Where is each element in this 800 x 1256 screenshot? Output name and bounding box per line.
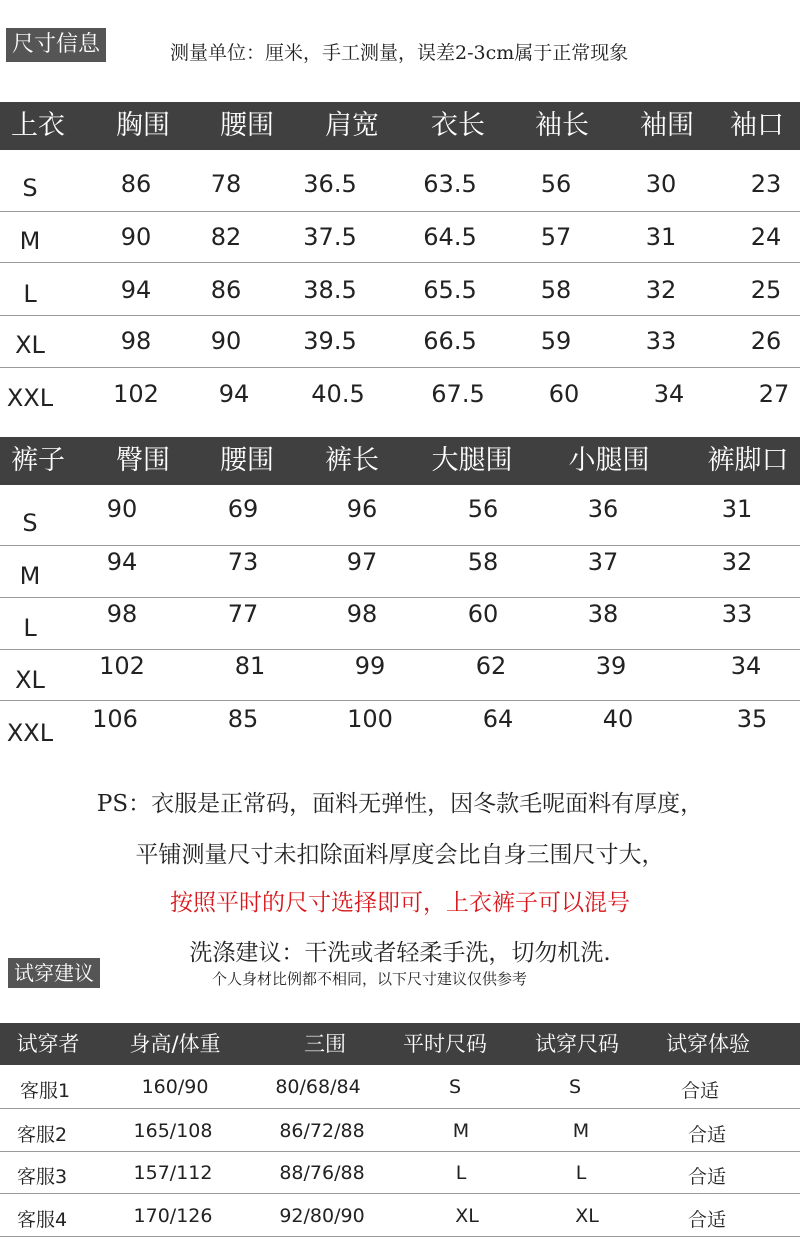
table-cell: 86/72/88 bbox=[279, 1120, 365, 1142]
table-cell: 94 bbox=[106, 548, 138, 576]
table-cell: 65.5 bbox=[423, 276, 477, 304]
table-cell: 73 bbox=[227, 548, 259, 576]
table-cell: 38.5 bbox=[303, 276, 357, 304]
table-cell: 30 bbox=[645, 170, 677, 198]
ps-line-washing: 洗涤建议：干洗或者轻柔手洗，切勿机洗. bbox=[189, 940, 611, 966]
table-cell: 客服2 bbox=[16, 1124, 68, 1146]
table-cell: 98 bbox=[120, 327, 152, 355]
table-cell: 38 bbox=[587, 600, 619, 628]
tops-header-cell: 肩宽 bbox=[325, 110, 379, 141]
table-cell: 26 bbox=[750, 327, 782, 355]
table-cell: 34 bbox=[730, 652, 762, 680]
table-cell: 32 bbox=[645, 276, 677, 304]
table-cell: 37 bbox=[587, 548, 619, 576]
size-label: XXL bbox=[6, 719, 54, 747]
tryon-header-cell: 平时尺码 bbox=[403, 1032, 487, 1056]
ps-line-measure: 平铺测量尺寸未扣除面料厚度会比自身三围尺寸大， bbox=[135, 842, 665, 868]
table-cell: 69 bbox=[227, 495, 259, 523]
table-cell: 81 bbox=[234, 652, 266, 680]
table-cell: 36.5 bbox=[303, 170, 357, 198]
table-cell: 85 bbox=[227, 705, 259, 733]
table-cell: 23 bbox=[750, 170, 782, 198]
table-cell: 86 bbox=[120, 170, 152, 198]
table-cell: 102 bbox=[113, 380, 159, 408]
table-cell: 62 bbox=[475, 652, 507, 680]
row-divider bbox=[0, 367, 800, 368]
table-cell: 80/68/84 bbox=[275, 1076, 361, 1098]
table-cell: 合适 bbox=[687, 1166, 727, 1188]
table-cell: 98 bbox=[346, 600, 378, 628]
tops-header-cell: 袖长 bbox=[535, 110, 589, 141]
table-cell: 31 bbox=[721, 495, 753, 523]
table-cell: 60 bbox=[467, 600, 499, 628]
table-cell: 60 bbox=[548, 380, 580, 408]
tops-header-cell: 腰围 bbox=[220, 110, 274, 141]
row-divider bbox=[0, 262, 800, 263]
ps-line-fabric: PS：衣服是正常码，面料无弹性，因冬款毛呢面料有厚度， bbox=[96, 791, 704, 817]
pants-header-cell: 裤脚口 bbox=[707, 445, 789, 476]
table-cell: 合适 bbox=[680, 1080, 720, 1102]
table-cell: 客服3 bbox=[16, 1166, 68, 1188]
table-cell: L bbox=[575, 1162, 587, 1184]
table-cell: L bbox=[455, 1162, 467, 1184]
table-cell: 100 bbox=[347, 705, 393, 733]
size-label: XXL bbox=[6, 384, 54, 412]
tryon-header-cell: 试穿者 bbox=[16, 1032, 80, 1056]
table-cell: 99 bbox=[354, 652, 386, 680]
table-cell: 58 bbox=[467, 548, 499, 576]
size-label: XL bbox=[15, 666, 45, 694]
size-label: L bbox=[23, 614, 37, 642]
table-cell: 56 bbox=[540, 170, 572, 198]
table-cell: 157/112 bbox=[133, 1162, 213, 1184]
table-cell: 34 bbox=[653, 380, 685, 408]
size-label: S bbox=[22, 174, 38, 202]
row-divider bbox=[0, 1108, 800, 1109]
size-info-tag: 尺寸信息 bbox=[6, 28, 106, 62]
tryon-header-cell: 试穿尺码 bbox=[535, 1032, 619, 1056]
size-label: L bbox=[23, 280, 37, 308]
table-cell: 64.5 bbox=[423, 223, 477, 251]
pants-header-cell: 裤子 bbox=[11, 445, 65, 476]
row-divider bbox=[0, 211, 800, 212]
pants-header-cell: 腰围 bbox=[220, 445, 274, 476]
table-cell: 64 bbox=[482, 705, 514, 733]
tryon-header-cell: 三围 bbox=[304, 1032, 346, 1056]
row-divider bbox=[0, 1193, 800, 1194]
table-cell: 94 bbox=[120, 276, 152, 304]
table-cell: XL bbox=[575, 1205, 599, 1227]
table-cell: 39 bbox=[595, 652, 627, 680]
row-divider bbox=[0, 700, 800, 701]
table-cell: 82 bbox=[210, 223, 242, 251]
table-cell: 31 bbox=[645, 223, 677, 251]
pants-header-row bbox=[0, 437, 800, 485]
table-cell: 86 bbox=[210, 276, 242, 304]
table-cell: 27 bbox=[758, 380, 790, 408]
table-cell: 77 bbox=[227, 600, 259, 628]
table-cell: 106 bbox=[92, 705, 138, 733]
tops-header-cell: 衣长 bbox=[431, 110, 485, 141]
table-cell: 90 bbox=[210, 327, 242, 355]
tops-header-cell: 胸围 bbox=[116, 110, 170, 141]
row-divider bbox=[0, 597, 800, 598]
row-divider bbox=[0, 1151, 800, 1152]
table-cell: 165/108 bbox=[133, 1120, 213, 1142]
table-cell: 24 bbox=[750, 223, 782, 251]
table-cell: 102 bbox=[99, 652, 145, 680]
table-cell: 98 bbox=[106, 600, 138, 628]
table-cell: 59 bbox=[540, 327, 572, 355]
tops-header-cell: 上衣 bbox=[11, 110, 65, 141]
tryon-note: 个人身材比例都不相同，以下尺寸建议仅供参考 bbox=[212, 970, 528, 988]
table-cell: 25 bbox=[750, 276, 782, 304]
table-cell: M bbox=[572, 1120, 590, 1142]
table-cell: 57 bbox=[540, 223, 572, 251]
pants-header-cell: 小腿围 bbox=[568, 445, 650, 476]
size-label: S bbox=[22, 509, 38, 537]
table-cell: 66.5 bbox=[423, 327, 477, 355]
table-cell: 40.5 bbox=[311, 380, 365, 408]
table-cell: 35 bbox=[736, 705, 768, 733]
table-cell: 92/80/90 bbox=[279, 1205, 365, 1227]
pants-header-cell: 大腿围 bbox=[431, 445, 513, 476]
row-divider bbox=[0, 649, 800, 650]
tryon-header-row bbox=[0, 1023, 800, 1065]
row-divider bbox=[0, 1236, 800, 1237]
size-label: M bbox=[19, 562, 41, 590]
table-cell: 客服1 bbox=[19, 1080, 71, 1102]
table-cell: 63.5 bbox=[423, 170, 477, 198]
table-cell: XL bbox=[455, 1205, 479, 1227]
tryon-header-cell: 身高/体重 bbox=[129, 1032, 221, 1056]
table-cell: 88/76/88 bbox=[279, 1162, 365, 1184]
table-cell: 56 bbox=[467, 495, 499, 523]
table-cell: 78 bbox=[210, 170, 242, 198]
table-cell: 97 bbox=[346, 548, 378, 576]
table-cell: 40 bbox=[602, 705, 634, 733]
tryon-tag: 试穿建议 bbox=[8, 958, 100, 988]
table-cell: 90 bbox=[120, 223, 152, 251]
table-cell: 96 bbox=[346, 495, 378, 523]
size-label: M bbox=[19, 227, 41, 255]
table-cell: 合适 bbox=[687, 1209, 727, 1231]
tryon-header-cell: 试穿体验 bbox=[666, 1032, 750, 1056]
pants-header-cell: 裤长 bbox=[325, 445, 379, 476]
tops-header-row bbox=[0, 102, 800, 150]
table-cell: M bbox=[452, 1120, 470, 1142]
row-divider bbox=[0, 545, 800, 546]
table-cell: 160/90 bbox=[141, 1076, 209, 1098]
tops-header-cell: 袖围 bbox=[640, 110, 694, 141]
ps-line-highlight: 按照平时的尺寸选择即可，上衣裤子可以混号 bbox=[170, 890, 630, 916]
table-cell: 37.5 bbox=[303, 223, 357, 251]
table-cell: 94 bbox=[218, 380, 250, 408]
tops-header-cell: 袖口 bbox=[730, 110, 784, 141]
table-cell: 合适 bbox=[687, 1124, 727, 1146]
table-cell: 33 bbox=[645, 327, 677, 355]
row-divider bbox=[0, 315, 800, 316]
table-cell: 170/126 bbox=[133, 1205, 213, 1227]
table-cell: S bbox=[448, 1076, 462, 1098]
table-cell: 32 bbox=[721, 548, 753, 576]
table-cell: 客服4 bbox=[16, 1209, 68, 1231]
table-cell: 67.5 bbox=[431, 380, 485, 408]
size-label: XL bbox=[15, 331, 45, 359]
table-cell: 33 bbox=[721, 600, 753, 628]
table-cell: 39.5 bbox=[303, 327, 357, 355]
measurement-note: 测量单位：厘米，手工测量，误差2-3cm属于正常现象 bbox=[170, 42, 629, 64]
table-cell: 90 bbox=[106, 495, 138, 523]
table-cell: 36 bbox=[587, 495, 619, 523]
table-cell: 58 bbox=[540, 276, 572, 304]
table-cell: S bbox=[568, 1076, 582, 1098]
pants-header-cell: 臀围 bbox=[116, 445, 170, 476]
